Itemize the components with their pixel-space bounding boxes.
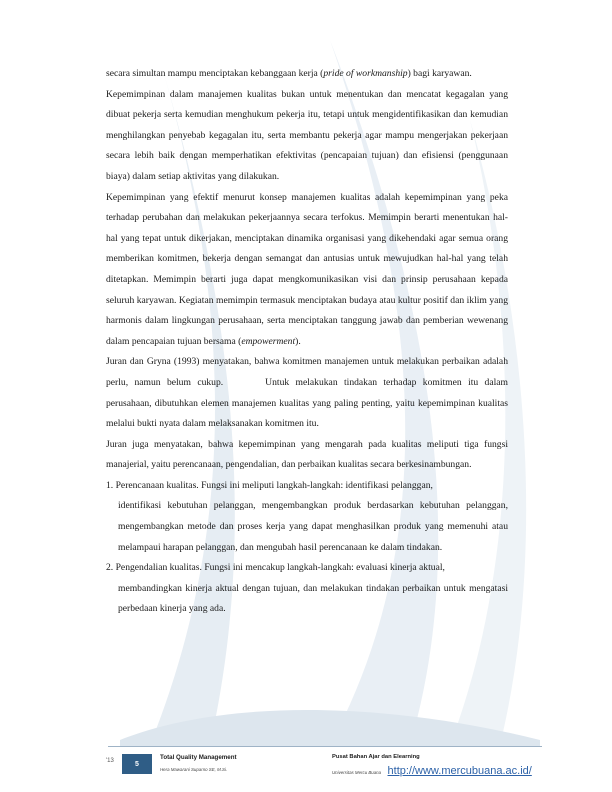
footer-divider: [108, 746, 542, 747]
course-author: Hera Mawarani Suparno SE, M.Si.: [160, 767, 228, 772]
center-title: Pusat Bahan Ajar dan Elearning: [332, 754, 420, 760]
paragraph-1: secara simultan mampu menciptakan kebanggaan kerja (pride of workmanship) bagi karyawan.: [106, 68, 472, 79]
paragraph-2: Kepemimpinan dalam manajemen kualitas bukan untuk menentukan dan mencatat kegagalan yang dibuat pekerja serta kemudian menghukum pekerja itu, tetapi untuk mengidentifikasikan dan kemudian menghilangkan penyebab kegagalan itu, serta membantu pekerja agar mampu mengerjakan pekerjaan secara lebih baik dengan memperhatikan efektivitas (pencapaian tujuan) dan efisiensi (penggunaan biaya) dalam setiap aktivitas yang dilakukan.: [106, 88, 508, 182]
footer-year-mark: '13: [106, 758, 114, 764]
page-footer: [0, 746, 612, 792]
university-name: Universitas Mercu Buana: [332, 770, 382, 775]
elearning-center-info: [332, 754, 532, 779]
paragraph-3: Kepemimpinan yang efektif menurut konsep manajemen kualitas adalah kepemimpinan yang peka terhadap perubahan dan melakukan pekerjaannya secara terfokus. Memimpin berarti menentukan hal-hal yang tepat untuk dikerjakan, menciptakan dinamika organisasi yang dikehendaki agar semua orang memberikan komitmen, bekerja dengan semangat dan antusias untuk mewujudkan hal-hal yang telah ditetapkan. Memimpin berarti juga dapat mengkomunikasikan visi dan prinsip perusahaan kepada seluruh karyawan. Kegiatan memimpin termasuk menciptakan budaya atau kultur positif dan iklim yang harmonis dalam lingkungan perusahaan, serta menciptakan tanggung jawab dan pemberian wewenang dalam pencapaian tujuan bersama (empowerment).: [106, 191, 508, 347]
course-title: Total Quality Management: [160, 754, 237, 761]
paragraph-5: Juran juga menyatakan, bahwa kepemimpinan yang mengarah pada kualitas meliputi tiga fungsi manajerial, yaitu perencanaan, pengendalian, dan perbaikan kualitas secara berkesinambungan.: [106, 438, 508, 471]
paragraph-4: Juran dan Gryna (1993) menyatakan, bahwa komitmen manajemen untuk melakukan perbaikan adalah perlu, namun belum cukup. Untuk melakukan tindakan terhadap komitmen itu dalam perusahaan, dibutuhkan elemen manajemen kualitas yang paling penting, yaitu kepemimpinan kualitas melalui bukti nyata dalam melaksanakan komitmen itu.: [106, 356, 509, 430]
course-info: [160, 754, 237, 772]
list-item: 1. Perencanaan kualitas. Fungsi ini meliputi langkah-langkah: identifikasi pelanggan, identifikasi kebutuhan pelanggan, mengembangkan produk berdasarkan kebutuhan pelanggan, mengembangkan metode dan proses kerja yang dapat menghasilkan produk yang memenuhi atau melampaui harapan pelanggan, dan mengubah hasil perencanaan ke dalam tindakan.: [106, 479, 508, 553]
list-item: 2. Pengendalian kualitas. Fungsi ini mencakup langkah-langkah: evaluasi kinerja aktual, membandingkan kinerja aktual dengan tujuan, dan melakukan tindakan perbaikan untuk mengatasi perbedaan kinerja yang ada.: [106, 562, 508, 615]
page-number-badge: 5: [122, 754, 152, 774]
document-body: [106, 64, 508, 620]
university-url-link[interactable]: http://www.mercubuana.ac.id/: [387, 765, 532, 777]
